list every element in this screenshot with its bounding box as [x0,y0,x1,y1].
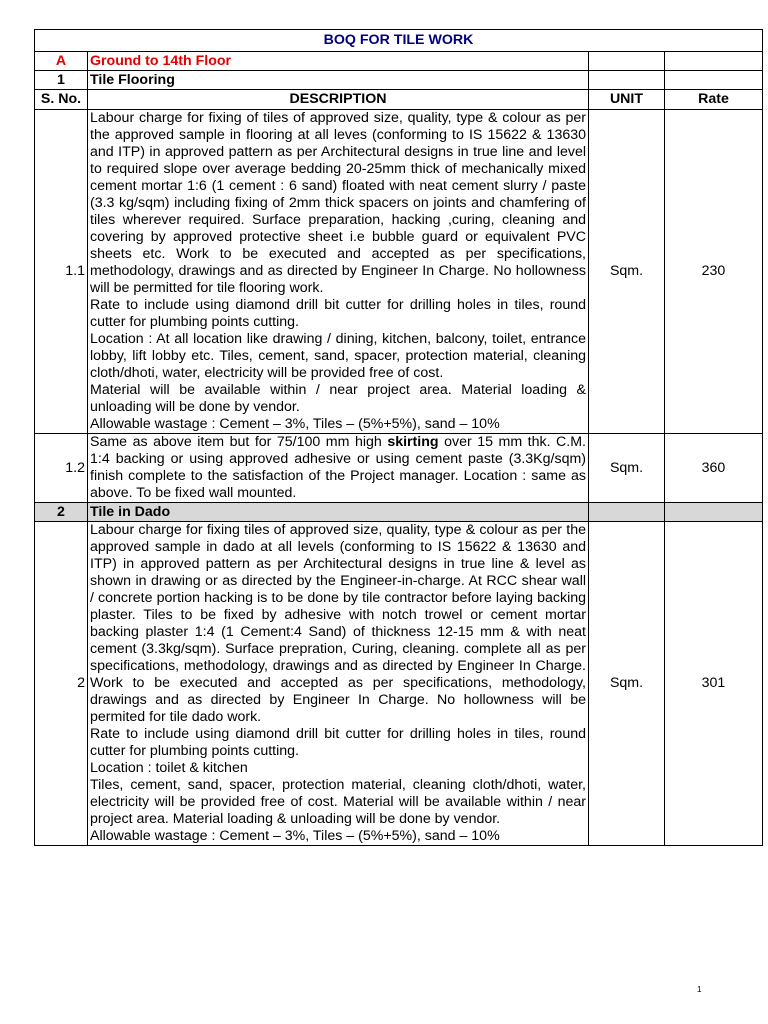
description-paragraph: Allowable wastage : Cement – 3%, Tiles – (5%+5%), sand – 10% [90,828,500,844]
description-paragraph: Labour charge for fixing of tiles of approved size, quality, type & colour as per the approved sample in flooring at all leves (conforming to IS 15622 & 13630 and ITP) in approved pattern as per Architectural designs in true line and level to required slope over average bedding 20-25mm thick of mechanically mixed cement mortar 1:6 (1 cement : 6 sand) floated with neat cement slurry / paste (3.3 kg/sqm) including fixing of 2mm thick spacers on joints and chamfering of tiles wherever required. Surface preparation, hacking ,curing, cleaning and covering by approved protective sheet i.e bubble guard or equivalent PVC sheets etc. Work to be executed and accepted as per specifications, methodology, drawings and as directed by Engineer In Charge. No hollowness will be permitted for tile flooring work. [90,110,586,296]
description-text: Same as above item but for 75/100 mm high [90,434,388,450]
description-paragraph: Location : At all location like drawing / dining, kitchen, balcony, toilet, entrance lobby, lift lobby etc. Tiles, cement, sand, spacer, protection material, cleaning cloth/dhoti, water, electricity will be provided free of cost. [90,331,586,381]
table-row [35,434,763,503]
column-header-unit: UNIT [589,90,665,110]
subsection-row [35,71,763,90]
title-row [35,30,763,52]
description-paragraph [90,434,586,502]
item-unit: Sqm. [589,522,665,846]
column-header-sno: S. No. [35,90,88,110]
item-description [88,110,589,434]
description-emphasis: skirting [387,434,439,450]
empty-cell [589,503,665,522]
description-text: over 15 mm thk. C.M. 1:4 backing or using approved adhesive or using cement paste (3.3Kg/sqm) finish complete to the satisfaction of the Project manager. Location : same as above. To be fixed wall mounted. [90,434,586,501]
empty-cell [589,52,665,71]
empty-cell [665,71,763,90]
document-title: BOQ FOR TILE WORK [35,30,763,52]
item-rate: 230 [665,110,763,434]
item-description [88,434,589,503]
column-header-description: DESCRIPTION [88,90,589,110]
item-rate: 360 [665,434,763,503]
item-description [88,522,589,846]
column-header-rate: Rate [665,90,763,110]
item-rate: 301 [665,522,763,846]
subsection-code: 2 [35,503,88,522]
subsection-code: 1 [35,71,88,90]
item-unit: Sqm. [589,434,665,503]
header-row [35,90,763,110]
empty-cell [665,503,763,522]
page-number: 1 [697,985,702,994]
empty-cell [665,52,763,71]
table-row [35,110,763,434]
description-paragraph: Material will be available within / near project area. Material loading & unloading will be done by vendor. [90,382,586,415]
description-paragraph: Labour charge for fixing tiles of approved size, quality, type & colour as per the approved sample in dado at all levels (conforming to IS 15622 & 13630 and ITP) in approved pattern as per Architectural designs in true line & level as shown in drawing or as directed by the Engineer-in-charge. At RCC shear wall / concrete portion hacking is to be done by tile contractor before laying backing plaster. Tiles to be fixed by adhesive with notch trowel or cement mortar backing plaster 1:4 (1 Cement:4 Sand) of thickness 12-15 mm & with neat cement (3.3kg/sqm). Surface prepration, Curing, cleaning. complete all as per specifications, methodology, drawings and as directed by Engineer In Charge. Work to be executed and accepted as per specifications, methodology, drawings and as directed by Engineer In Charge. No hollowness will be permited for tile dado work. [90,522,586,725]
description-paragraph: Rate to include using diamond drill bit cutter for drilling holes in tiles, round cutter for plumbing points cutting. [90,297,586,330]
boq-table [34,29,763,846]
section-title: Ground to 14th Floor [88,52,589,71]
section-row [35,52,763,71]
empty-cell [589,71,665,90]
table-row [35,522,763,846]
subsection-title: Tile in Dado [88,503,589,522]
item-number: 2 [35,522,88,846]
item-unit: Sqm. [589,110,665,434]
description-paragraph: Location : toilet & kitchen [90,760,248,776]
description-paragraph: Tiles, cement, sand, spacer, protection material, cleaning cloth/dhoti, water, electricity will be provided free of cost. Material will be available within / near project area. Material loading & unloading will be done by vendor. [90,777,586,827]
subsection-title: Tile Flooring [88,71,589,90]
subsection-row [35,503,763,522]
description-paragraph: Allowable wastage : Cement – 3%, Tiles – (5%+5%), sand – 10% [90,416,500,432]
section-code: A [35,52,88,71]
item-number: 1.1 [35,110,88,434]
item-number: 1.2 [35,434,88,503]
description-paragraph: Rate to include using diamond drill bit cutter for drilling holes in tiles, round cutter for plumbing points cutting. [90,726,586,759]
